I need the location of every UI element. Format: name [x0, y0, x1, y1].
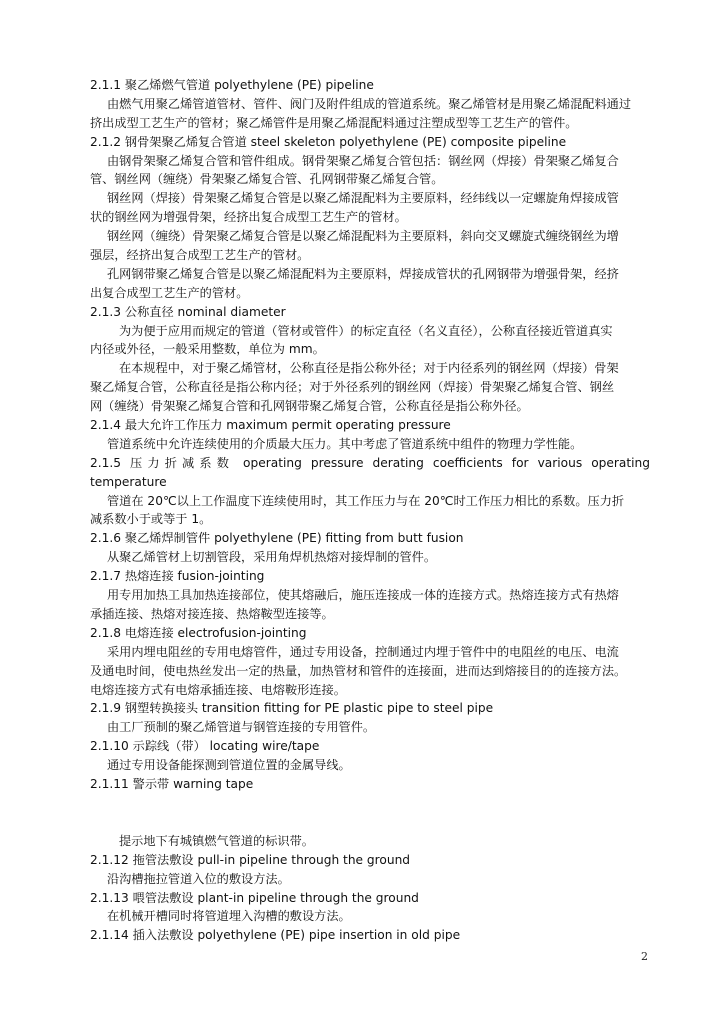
- paragraph-line: 减系数小于或等于 1。: [90, 512, 212, 527]
- section-heading: 2.1.7 热熔连接 fusion-jointing: [90, 569, 265, 584]
- paragraph-line: 出复合成型工艺生产的管材。: [90, 285, 249, 300]
- section-heading: 2.1.4 最大允许工作压力 maximum permit operating pressure: [90, 418, 451, 433]
- section-heading: 2.1.12 拖管法敷设 pull-in pipeline through the ground: [90, 852, 411, 867]
- paragraph-line: 承插连接、热熔对接连接、热熔鞍型连接等。: [90, 606, 334, 621]
- page-number: 2: [641, 950, 648, 963]
- section-heading: 2.1.8 电熔连接 electrofusion-jointing: [90, 625, 307, 640]
- section-heading: 2.1.6 聚乙烯焊制管件 polyethylene (PE) fitting from butt fusion: [90, 531, 464, 546]
- paragraph-line: 采用内埋电阻丝的专用电熔管件，通过专用设备，控制通过内埋于管件中的电阻丝的电压、电流: [107, 644, 619, 659]
- paragraph-line: 孔网钢带聚乙烯复合管是以聚乙烯混配料为主要原料，焊接成管状的孔网钢带为增强骨架，经挤: [107, 266, 619, 281]
- section-heading: 2.1.13 喂管法敷设 plant-in pipeline through the ground: [90, 890, 419, 905]
- section-heading: 2.1.1 聚乙烯燃气管道 polyethylene (PE) pipeline: [90, 78, 374, 92]
- paragraph-line: 及通电时间，使电热丝发出一定的热量，加热管材和管件的连接面，进而达到熔接目的的连接方法。: [90, 663, 627, 678]
- section-heading: 2.1.9 钢塑转换接头 transition fitting for PE plastic pipe to steel pipe: [90, 701, 494, 716]
- paragraph-line: 状的钢丝网为增强骨架，经挤出复合成型工艺生产的管材。: [90, 210, 407, 225]
- paragraph-line: 钢丝网（缠绕）骨架聚乙烯复合管是以聚乙烯混配料为主要原料，斜向交叉螺旋式缠绕钢丝为增: [107, 229, 619, 244]
- section-heading: 2.1.10 示踪线（带） locating wire/tape: [90, 739, 320, 754]
- paragraph-line: 用专用加热工具加热连接部位，使其熔融后，施压连接成一体的连接方式。热熔连接方式有热熔: [107, 588, 619, 603]
- paragraph-line: 网（缠绕）骨架聚乙烯复合管和孔网钢带聚乙烯复合管，公称直径是指公称外径。: [90, 399, 529, 414]
- section-heading: 2.1.11 警示带 warning tape: [90, 776, 254, 791]
- paragraph-line: 为为便于应用而规定的管道（管材或管件）的标定直径（名义直径），公称直径接近管道真实: [119, 323, 613, 338]
- paragraph-line: 由燃气用聚乙烯管道管材、管件、阀门及附件组成的管道系统。聚乙烯管材是用聚乙烯混配料通过: [107, 96, 632, 111]
- section-heading: 2.1.14 插入法敷设 polyethylene (PE) pipe insertion in old pipe: [90, 928, 461, 943]
- paragraph-line: 电熔连接方式有电熔承插连接、电熔鞍形连接。: [90, 682, 346, 697]
- paragraph-line: 管、钢丝网（缠绕）骨架聚乙烯复合管、孔网钢带聚乙烯复合管。: [90, 172, 444, 187]
- paragraph-line: 由钢骨架聚乙烯复合管和管件组成。钢骨架聚乙烯复合管包括：钢丝网（焊接）骨架聚乙烯复合: [107, 153, 619, 168]
- paragraph-line: 在本规程中，对于聚乙烯管材，公称直径是指公称外径；对于内径系列的钢丝网（焊接）骨架: [119, 361, 619, 376]
- paragraph-line: 由工厂预制的聚乙烯管道与钢管连接的专用管件。: [107, 720, 376, 735]
- section-heading: 2.1.3 公称直径 nominal diameter: [90, 304, 286, 319]
- document-body: [90, 76, 650, 945]
- paragraph-line: 沿沟槽拖拉管道入位的敷设方法。: [107, 871, 290, 886]
- paragraph-line: 强层，经挤出复合成型工艺生产的管材。: [90, 248, 310, 263]
- blank-gap: [90, 794, 650, 832]
- paragraph-line: 管道系统中允许连续使用的介质最大压力。其中考虑了管道系统中组件的物理力学性能。: [107, 436, 583, 451]
- paragraph-line: 提示地下有城镇燃气管道的标识带。: [119, 833, 314, 848]
- paragraph-line: 聚乙烯复合管，公称直径是指公称内径；对于外径系列的钢丝网（焊接）骨架聚乙烯复合管、钢丝: [90, 380, 615, 395]
- paragraph-line: 在机械开槽同时将管道埋入沟槽的敷设方法。: [107, 909, 351, 924]
- paragraph-line: 钢丝网（焊接）骨架聚乙烯复合管是以聚乙烯混配料为主要原料，经纬线以一定螺旋角焊接成管: [107, 191, 619, 206]
- section-heading: 2.1.5 压力折减系数 operating pressure derating coefficients for various operating: [90, 455, 650, 470]
- section-heading: 2.1.2 钢骨架聚乙烯复合管道 steel skeleton polyethylene (PE) composite pipeline: [90, 134, 567, 149]
- paragraph-line: 从聚乙烯管材上切割管段，采用角焊机热熔对接焊制的管件。: [107, 550, 437, 565]
- paragraph-line: 通过专用设备能探测到管道位置的金属导线。: [107, 758, 351, 773]
- paragraph-line: 内径或外径，一般采用整数，单位为 mm。: [90, 342, 325, 357]
- paragraph-line: 管道在 20℃以上工作温度下连续使用时，其工作压力与在 20℃时工作压力相比的系数。压力折: [107, 493, 625, 508]
- paragraph-line: 挤出成型工艺生产的管材；聚乙烯管件是用聚乙烯混配料通过注塑成型等工艺生产的管件。: [90, 115, 578, 130]
- paragraph-line: temperature: [90, 474, 167, 489]
